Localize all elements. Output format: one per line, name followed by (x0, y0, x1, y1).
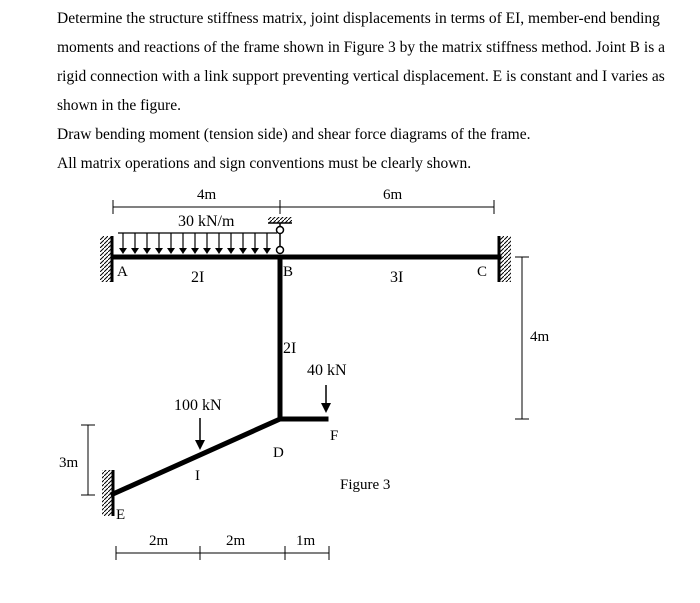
dim-bc-label: 6m (383, 187, 403, 203)
point-load-i (195, 418, 205, 450)
joint-b-label: B (283, 264, 294, 280)
problem-paragraph-2: Draw bending moment (tension side) and shear force diagrams of the frame. (57, 126, 531, 143)
point-load-f (321, 385, 331, 413)
joint-e-label: E (116, 507, 126, 523)
member-bc-inertia: 3I (390, 269, 404, 286)
fixed-support-a (100, 236, 112, 282)
point-load-f-label: 40 kN (307, 362, 347, 379)
dimension-top (113, 200, 494, 214)
point-load-i-label: 100 kN (174, 397, 222, 414)
dim-ei-label: 2m (149, 533, 169, 549)
link-support-b (268, 217, 292, 254)
problem-paragraph-1: Determine the structure stiffness matrix, joint displacements in terms of EI, member-end bending moments and reactions of the frame shown in Figure 3 by the matrix stiffness method. Joint B is a rigid connection with a link support preventing vertical displacement. E is constant and I varies as shown in the figure. (57, 10, 665, 114)
joint-f-label: F (330, 428, 339, 444)
dim-ab-label: 4m (197, 187, 217, 203)
distributed-load-label: 30 kN/m (178, 213, 235, 230)
joint-d-label: D (273, 445, 284, 461)
member-ab-inertia: 2I (191, 269, 205, 286)
dim-id-label: 2m (226, 533, 246, 549)
dim-left-label: 3m (59, 455, 79, 471)
frame-members (113, 257, 499, 494)
problem-paragraph-3: All matrix operations and sign conventions must be clearly shown. (57, 155, 472, 172)
dim-right-label: 4m (530, 329, 550, 345)
dim-df-label: 1m (296, 533, 316, 549)
joint-a-label: A (117, 264, 128, 280)
dimension-left (81, 425, 95, 495)
figure-caption: Figure 3 (340, 477, 391, 493)
dimension-right (515, 257, 529, 419)
joint-c-label: C (477, 264, 488, 280)
member-bd-inertia: 2I (283, 340, 297, 357)
distributed-load-arrowheads (119, 248, 271, 254)
joint-i-label: I (195, 468, 200, 484)
